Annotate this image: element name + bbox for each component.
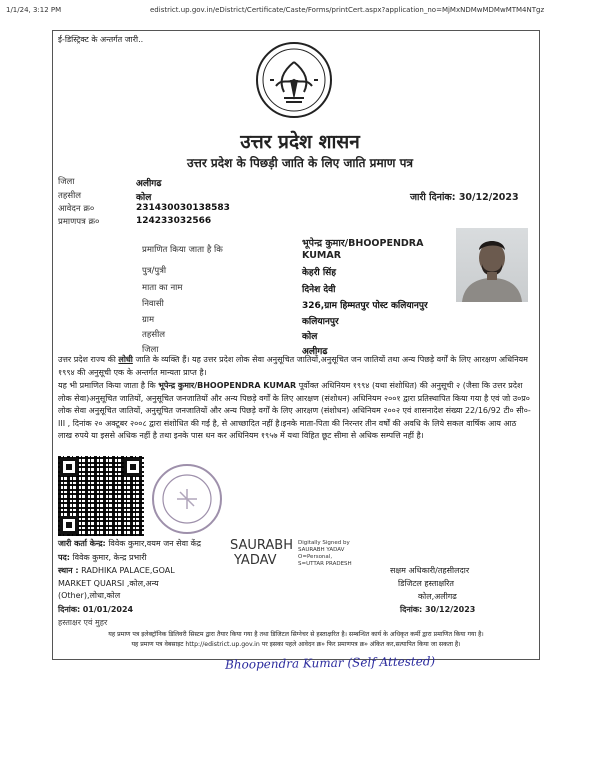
- issuer-date-value: 01/01/2024: [82, 605, 134, 614]
- certification-paragraph-prefix: यह भी प्रमाणित किया जाता है कि: [58, 381, 156, 390]
- print-timestamp: 1/1/24, 3:12 PM: [6, 6, 62, 14]
- resident-label: निवासी: [142, 299, 164, 309]
- sign-and-seal: हस्ताक्षर एवं मुहर: [58, 618, 108, 627]
- govt-title: उत्तर प्रदेश शासन: [240, 131, 360, 153]
- certificate-number-value: 124233032566: [136, 216, 212, 226]
- digital-signature-name-line2: YADAV: [234, 553, 277, 568]
- certificate-number-label: प्रमाणपत्र क्र०: [58, 217, 100, 227]
- application-number-label: आवेदन क्र०: [58, 204, 95, 214]
- digital-signature-name-line1: SAURABH: [230, 538, 293, 553]
- issued-under-text: ई-डिस्ट्रिक्ट के अन्तर्गत जारी..: [58, 35, 144, 44]
- digital-signed-by: Digitally Signed by: [298, 540, 350, 546]
- certification-paragraph: [58, 380, 532, 443]
- detail-tehsil-value: कोल: [302, 332, 318, 342]
- father-value: केहरी सिंह: [302, 268, 337, 278]
- certificate-title: उत्तर प्रदेश के पिछड़ी जाति के लिए जाति प्रमाण पत्र: [186, 156, 414, 170]
- issuer-place-value: RADHIKA PALACE,GOAL MARKET QUARSI ,कोल,अन्य (Other),लोधा,कोल: [58, 566, 175, 600]
- authority-date-label: दिनांक:: [400, 605, 423, 614]
- issuer-place-label: स्थान :: [58, 566, 79, 575]
- verification-notice: [56, 630, 536, 650]
- digital-signed-label: डिजिटल हस्ताक्षरित: [398, 579, 454, 588]
- mother-label: माता का नाम: [142, 283, 183, 293]
- tehsil-value: कोल: [136, 193, 152, 203]
- issuer-center-label: जारी कर्ता केन्द्र:: [58, 539, 106, 548]
- issuer-center: [58, 538, 201, 549]
- notice-line2: यह प्रमाण पत्र वेबसाइट http://edistrict.up.gov.in पर इसका पहले आवेदन क्र० फिर प्रमाणपत्र क्र० अंकित कर,सत्यापित किया जा सकता है।: [131, 641, 461, 648]
- caste-paragraph-rest: जाति के व्यक्ति हैं। यह उत्तर प्रदेश लोक सेवा अनुसूचित जातियों,अनुसूचित जन जातियों तथा अन्य पिछड़े वर्गों के लिए आरक्षण अधिनियम १९९४ की अनुसूची एक के अन्तर्गत मान्यता प्राप्त है।: [58, 355, 528, 377]
- self-attested-note: Bhoopendra Kumar (Self Attested): [224, 654, 436, 672]
- issuer-place: [58, 565, 194, 603]
- print-url: edistrict.up.gov.in/eDistrict/Certificate/Caste/Forms/printCert.aspx?application_no=MjMxNDMwMDMwMTM4NTgz: [150, 6, 545, 14]
- issuer-post-value: विवेक कुमार, केन्द्र प्रभारी: [72, 553, 147, 562]
- certification-applicant-name: भूपेन्द्र कुमार/BHOOPENDRA KUMAR: [158, 381, 297, 390]
- digital-signer: SAURABH YADAV: [298, 547, 345, 553]
- detail-district-label: जिला: [142, 345, 159, 355]
- notice-line1: यह प्रमाण पत्र इलेक्ट्रॉनिक डिलिवरी सिस्टम द्वारा तैयार किया गया है तथा डिजिटल सिग्नेचर से हस्ताक्षरित है। सम्बन्धित कार्य के अधिकृत कर्मी द्वारा प्रमाणित किया गया है।: [108, 631, 484, 638]
- village-label: ग्राम: [142, 315, 155, 325]
- caste-paragraph: [58, 354, 532, 379]
- certify-label: प्रमाणित किया जाता है कि: [142, 245, 223, 255]
- official-stamp: [150, 462, 224, 536]
- issuer-post: [58, 552, 147, 563]
- detail-district-value: अलीगढ: [302, 347, 328, 357]
- issue-date-label: जारी दिनांक:: [410, 192, 456, 203]
- mother-value: दिनेश देवी: [302, 285, 336, 295]
- issuer-date: [58, 604, 133, 615]
- village-value: कलियानपुर: [302, 317, 339, 327]
- competent-authority: सक्षम अधिकारी/तहसीलदार: [390, 566, 470, 575]
- authority-date: [400, 604, 475, 615]
- applicant-photo: [456, 228, 528, 302]
- issue-date: [410, 190, 519, 203]
- digital-signature-details: [298, 540, 352, 568]
- district-label: जिला: [58, 177, 75, 187]
- authority-date-value: 30/12/2023: [424, 605, 476, 614]
- detail-tehsil-label: तहसील: [142, 330, 166, 340]
- authority-place: कोल,अलीगढ: [418, 592, 457, 601]
- issuer-center-value: विवेक कुमार,वयम जन सेवा केंद्र: [108, 539, 201, 548]
- application-number-value: 231430030138583: [136, 203, 230, 213]
- digital-signer-org: O=Personal,: [298, 554, 333, 560]
- issue-date-value: 30/12/2023: [458, 192, 519, 203]
- digital-signature-name: [230, 538, 293, 568]
- applicant-name: भूपेन्द्र कुमार/BHOOPENDRA KUMAR: [302, 238, 424, 261]
- issuer-post-label: पद:: [58, 553, 70, 562]
- resident-value: 326,ग्राम हिम्मतपुर पोस्ट कलियानपुर: [302, 301, 428, 311]
- up-government-emblem: [254, 40, 334, 120]
- district-value: अलीगढ: [136, 179, 162, 189]
- father-label: पुत्र/पुत्री: [142, 266, 167, 276]
- certification-paragraph-rest: पूर्वोक्त अधिनियम १९९४ (यथा संशोधित) की अनुसूची २ (जैसा कि उत्तर प्रदेश लोक सेवा)अनुसूचित जातियों, अनुसूचित जनजातियों और अन्य पिछड़े वर्गों के लिए आरक्षण (संशोधन) अधिनियम २००१ द्वारा प्रतिस्थापित किया गया है एवं जो उ०प्र० लोक सेवा अनुसूचित जातियों, अनुसूचित जनजातियों और अन्य पिछड़े वर्गों के लिए आरक्षण (संशोधन) अधिनियम २००२ एवं शासनादेश संख्या 22/16/92 टी० सी०-III , दिनांक २० अक्टूबर २००८ द्वारा संशोधित की गई है, से आच्छादित नहीं है।इनके माता-पिता की निरन्तर तीन वर्षों की अवधि के लिये सकल वार्षिक आय आठ लाख रुपये या इससे अधिक नहीं है तथा इनके पास धन कर अधिनियम १९५७ में यथा विहित छूट सीमा से अधिक सम्पत्ति नहीं है।: [58, 381, 531, 440]
- tehsil-label: तहसील: [58, 191, 82, 201]
- issuer-date-label: दिनांक:: [58, 605, 81, 614]
- caste-paragraph-prefix: उत्तर प्रदेश राज्य की: [58, 355, 116, 364]
- caste-name: लोधी: [118, 355, 133, 364]
- qr-code: [58, 456, 144, 536]
- digital-signer-state: S=UTTAR PRADESH: [298, 561, 352, 567]
